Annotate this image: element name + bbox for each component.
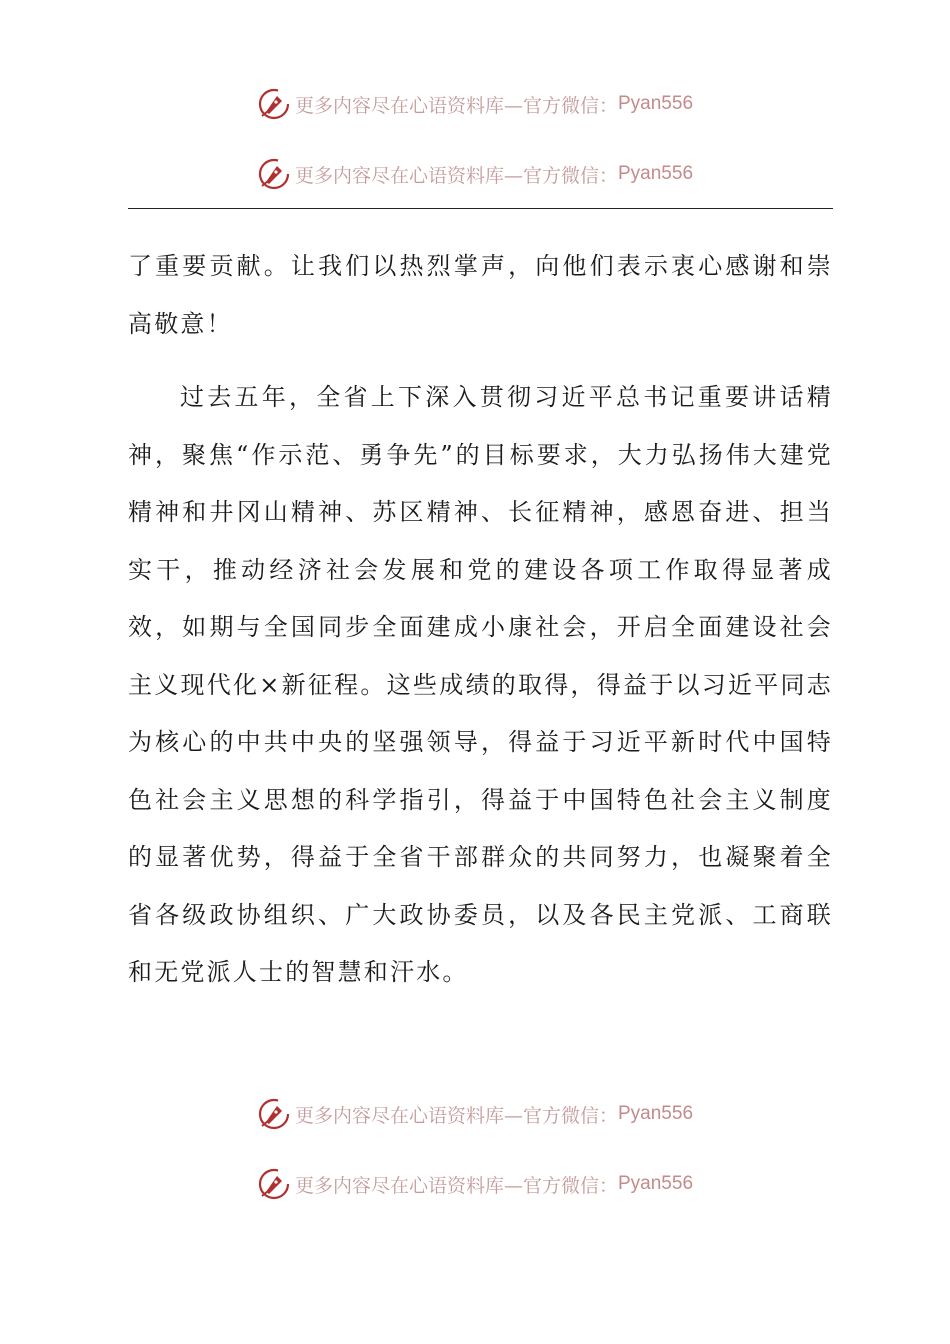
header-watermark-1 xyxy=(0,84,950,124)
pen-nib-logo-icon xyxy=(257,1097,291,1131)
watermark-account-id: Pyan556 xyxy=(618,1103,694,1124)
paragraph-1: 了重要贡献。让我们以热烈掌声，向他们表示衷心感谢和崇高敬意！ xyxy=(128,252,833,338)
header-divider xyxy=(128,208,833,209)
watermark-account-id: Pyan556 xyxy=(618,163,694,184)
watermark-brand-text: 更多内容尽在心语资料库—官方微信： xyxy=(294,1174,618,1197)
footer-watermark-2 xyxy=(0,1164,950,1204)
paragraph-2: 过去五年，全省上下深入贯彻习近平总书记重要讲话精神，聚焦“作示范、勇争先”的目标要求，大力弘扬伟大建党精神和井冈山精神、苏区精神、长征精神，感恩奋进、担当实干，推动经济社会发展和党的建设各项工作取得显著成效，如期与全国同步全面建成小康社会，开启全面建设社会主义现代化×新征程。这些成绩的取得，得益于以习近平同志为核心的中共中央的坚强领导，得益于习近平新时代中国特色社会主义思想的科学指引，得益于中国特色社会主义制度的显著优势，得益于全省干部群众的共同努力，也凝聚着全省各级政协组织、广大政协委员，以及各民主党派、工商联和无党派人士的智慧和汗水。 xyxy=(128,383,833,986)
pen-nib-logo-icon xyxy=(257,1167,291,1201)
watermark-account-id: Pyan556 xyxy=(618,1173,694,1194)
watermark-brand-text: 更多内容尽在心语资料库—官方微信： xyxy=(294,1104,618,1127)
pen-nib-logo-icon xyxy=(257,87,291,121)
watermark-account-id: Pyan556 xyxy=(618,93,694,114)
watermark-brand-text: 更多内容尽在心语资料库—官方微信： xyxy=(294,94,618,117)
pen-nib-logo-icon xyxy=(257,157,291,191)
footer-watermark-1 xyxy=(0,1094,950,1134)
watermark-brand-text: 更多内容尽在心语资料库—官方微信： xyxy=(294,164,618,187)
header-watermark-2 xyxy=(0,154,950,194)
